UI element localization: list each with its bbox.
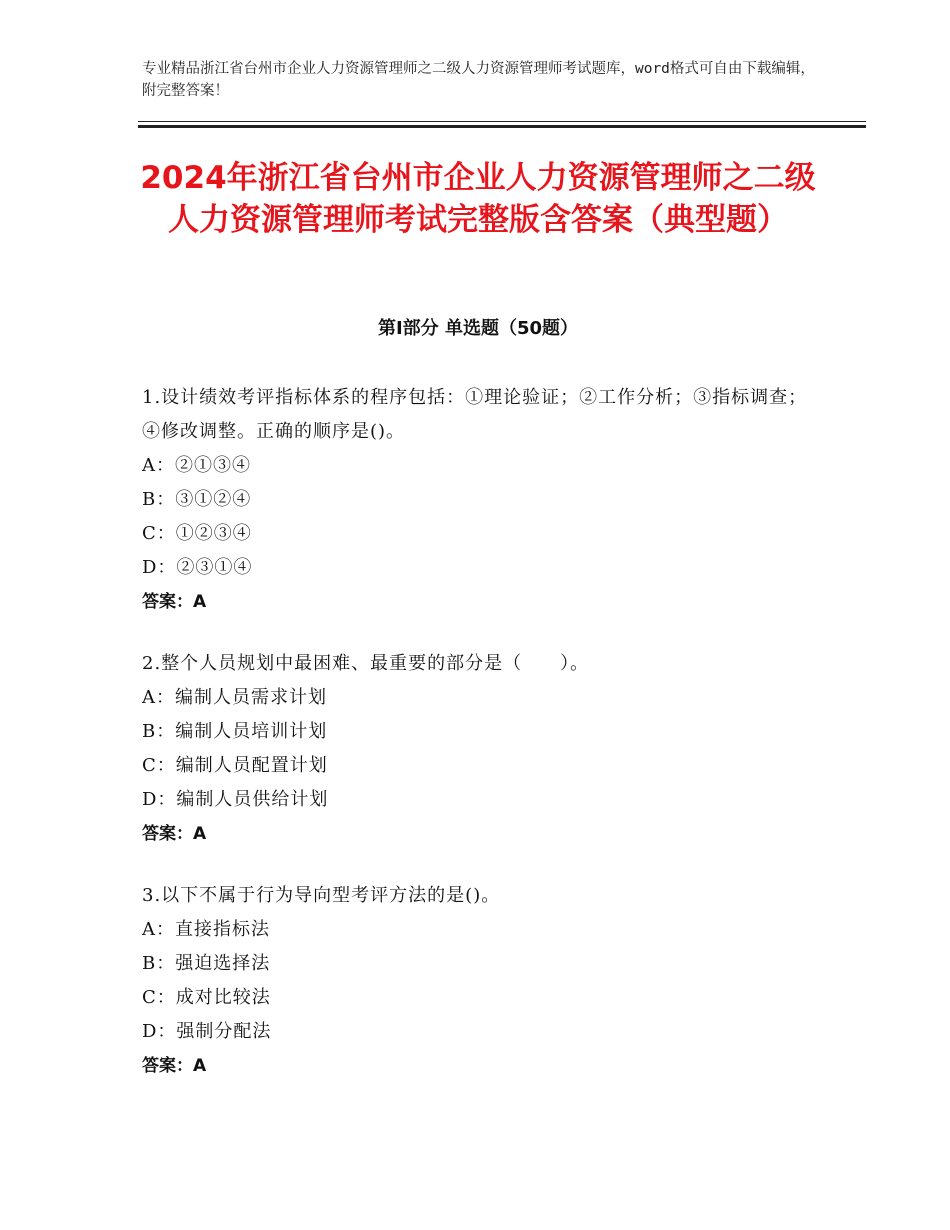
section-heading: 第Ⅰ部分 单选题（50题） xyxy=(377,318,578,339)
option-b: B：③①②④ xyxy=(142,489,252,510)
option-c: C：编制人员配置计划 xyxy=(142,755,328,776)
option-a: A：直接指标法 xyxy=(142,919,270,940)
document-title: 2024年浙江省台州市企业人力资源管理师之二级人力资源管理师考试完整版含答案（典型题） xyxy=(140,160,816,238)
answer: 答案：A xyxy=(142,592,207,612)
option-d: D：强制分配法 xyxy=(142,1021,272,1042)
header-rule-thick xyxy=(138,125,866,128)
header-note: 专业精品浙江省台州市企业人力资源管理师之二级人力资源管理师考试题库，word格式可自由下载编辑，附完整答案！ xyxy=(142,61,815,99)
question-stem: 2.整个人员规划中最困难、最重要的部分是（ ）。 xyxy=(142,653,590,674)
option-b: B：强迫选择法 xyxy=(142,953,271,974)
question-1 xyxy=(142,381,822,619)
answer: 答案：A xyxy=(142,1056,207,1076)
question-3 xyxy=(142,879,822,1083)
question-2 xyxy=(142,647,822,851)
option-b: B：编制人员培训计划 xyxy=(142,721,328,742)
option-c: C：①②③④ xyxy=(142,523,252,544)
option-d: D：编制人员供给计划 xyxy=(142,789,329,810)
option-d: D：②③①④ xyxy=(142,557,253,578)
option-a: A：编制人员需求计划 xyxy=(142,687,327,708)
option-c: C：成对比较法 xyxy=(142,987,271,1008)
question-stem: 3.以下不属于行为导向型考评方法的是()。 xyxy=(142,885,501,906)
answer: 答案：A xyxy=(142,824,207,844)
header-rule-thin xyxy=(138,121,866,122)
question-stem: 1.设计绩效考评指标体系的程序包括：①理论验证；②工作分析；③指标调查；④修改调整。正确的顺序是()。 xyxy=(142,387,808,442)
question-list xyxy=(142,381,822,1111)
option-a: A：②①③④ xyxy=(142,455,251,476)
